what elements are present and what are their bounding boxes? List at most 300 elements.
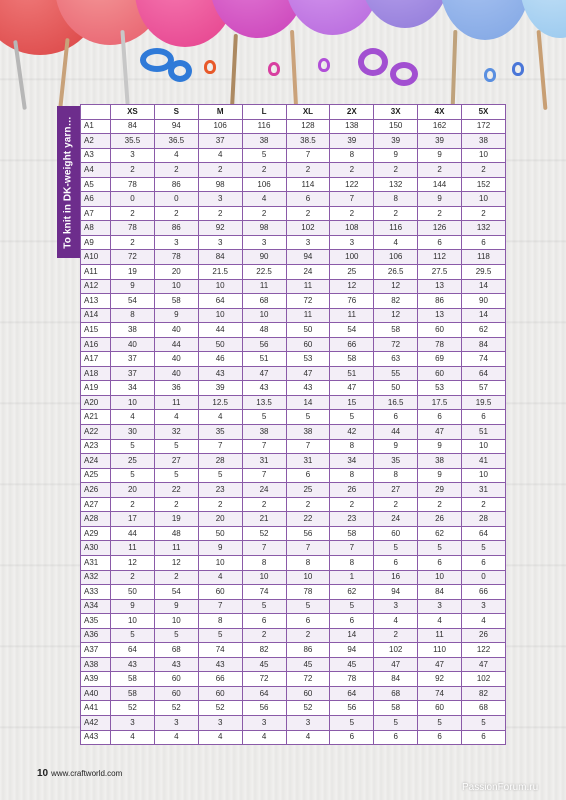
table-cell: 20 <box>111 483 155 498</box>
table-cell: 78 <box>154 250 198 265</box>
table-cell: 74 <box>462 352 506 367</box>
table-cell: 72 <box>242 672 286 687</box>
table-cell: 11 <box>286 279 330 294</box>
stitch-marker-icon <box>484 68 496 82</box>
table-cell: 10 <box>111 395 155 410</box>
table-cell: 38 <box>242 425 286 440</box>
table-cell: 78 <box>418 337 462 352</box>
table-cell: 12 <box>154 555 198 570</box>
table-cell: 48 <box>154 526 198 541</box>
table-cell: 5 <box>330 715 374 730</box>
table-cell: 82 <box>374 294 418 309</box>
table-cell: 122 <box>462 643 506 658</box>
table-cell: 86 <box>418 294 462 309</box>
table-cell: 38 <box>242 134 286 149</box>
table-cell: 128 <box>286 119 330 134</box>
table-cell: 31 <box>242 454 286 469</box>
table-cell: 92 <box>198 221 242 236</box>
table-cell: 36 <box>154 381 198 396</box>
table-cell: 4 <box>374 235 418 250</box>
table-cell: 3 <box>154 715 198 730</box>
row-label-cell: A14 <box>81 308 111 323</box>
table-cell: 4 <box>111 730 155 745</box>
table-cell: 52 <box>154 701 198 716</box>
table-cell: 162 <box>418 119 462 134</box>
table-cell: 10 <box>242 308 286 323</box>
table-cell: 45 <box>330 657 374 672</box>
table-cell: 9 <box>418 439 462 454</box>
table-cell: 8 <box>330 468 374 483</box>
table-cell: 17.5 <box>418 395 462 410</box>
header-cell-2x: 2X <box>330 105 374 120</box>
table-cell: 41 <box>462 454 506 469</box>
table-cell: 10 <box>462 192 506 207</box>
table-row <box>81 221 506 236</box>
table-row <box>81 541 506 556</box>
table-cell: 2 <box>242 163 286 178</box>
table-cell: 51 <box>242 352 286 367</box>
table-cell: 9 <box>418 148 462 163</box>
row-label-cell: A4 <box>81 163 111 178</box>
table-cell: 68 <box>242 294 286 309</box>
table-cell: 37 <box>111 366 155 381</box>
table-cell: 2 <box>330 206 374 221</box>
row-label-cell: A11 <box>81 265 111 280</box>
table-header-row <box>81 105 506 120</box>
needle-icon <box>537 30 548 110</box>
table-cell: 62 <box>462 323 506 338</box>
header-cell-l: L <box>242 105 286 120</box>
table-cell: 9 <box>374 148 418 163</box>
table-cell: 5 <box>462 715 506 730</box>
table-cell: 25 <box>111 454 155 469</box>
table-cell: 106 <box>242 177 286 192</box>
table-cell: 60 <box>286 686 330 701</box>
row-label-cell: A16 <box>81 337 111 352</box>
table-cell: 1 <box>330 570 374 585</box>
table-cell: 10 <box>198 555 242 570</box>
stitch-marker-icon <box>512 62 524 76</box>
table-cell: 60 <box>418 366 462 381</box>
row-label-cell: A8 <box>81 221 111 236</box>
table-cell: 56 <box>330 701 374 716</box>
stitch-marker-icon <box>268 62 280 76</box>
table-cell: 4 <box>242 730 286 745</box>
table-row <box>81 657 506 672</box>
table-cell: 84 <box>462 337 506 352</box>
table-cell: 14 <box>462 308 506 323</box>
table-row <box>81 715 506 730</box>
table-cell: 12 <box>374 308 418 323</box>
table-cell: 78 <box>111 177 155 192</box>
table-cell: 6 <box>286 468 330 483</box>
row-label-cell: A38 <box>81 657 111 672</box>
table-cell: 51 <box>330 366 374 381</box>
table-cell: 68 <box>462 701 506 716</box>
table-row <box>81 555 506 570</box>
header-cell-5x: 5X <box>462 105 506 120</box>
table-cell: 58 <box>330 526 374 541</box>
table-cell: 8 <box>330 148 374 163</box>
table-cell: 37 <box>111 352 155 367</box>
table-cell: 64 <box>111 643 155 658</box>
table-row <box>81 206 506 221</box>
row-label-cell: A26 <box>81 483 111 498</box>
table-cell: 58 <box>374 323 418 338</box>
table-cell: 6 <box>374 730 418 745</box>
table-cell: 35.5 <box>111 134 155 149</box>
table-cell: 44 <box>374 425 418 440</box>
table-cell: 84 <box>418 585 462 600</box>
table-cell: 28 <box>462 512 506 527</box>
table-row <box>81 643 506 658</box>
table-cell: 31 <box>462 483 506 498</box>
table-cell: 43 <box>198 657 242 672</box>
table-cell: 26.5 <box>374 265 418 280</box>
table-cell: 5 <box>111 468 155 483</box>
table-cell: 37 <box>198 134 242 149</box>
table-cell: 56 <box>286 526 330 541</box>
table-cell: 53 <box>286 352 330 367</box>
table-cell: 6 <box>462 410 506 425</box>
table-cell: 5 <box>111 439 155 454</box>
table-cell: 2 <box>242 497 286 512</box>
table-cell: 40 <box>111 337 155 352</box>
table-cell: 10 <box>198 308 242 323</box>
table-cell: 14 <box>462 279 506 294</box>
row-label-cell: A13 <box>81 294 111 309</box>
table-row <box>81 235 506 250</box>
table-cell: 46 <box>198 352 242 367</box>
table-cell: 94 <box>286 250 330 265</box>
table-row <box>81 410 506 425</box>
table-cell: 58 <box>154 294 198 309</box>
table-cell: 2 <box>374 206 418 221</box>
table-cell: 72 <box>286 672 330 687</box>
table-cell: 2 <box>286 206 330 221</box>
needle-icon <box>451 30 458 110</box>
table-row <box>81 512 506 527</box>
row-label-cell: A27 <box>81 497 111 512</box>
table-cell: 11 <box>242 279 286 294</box>
table-row <box>81 526 506 541</box>
table-cell: 0 <box>462 570 506 585</box>
table-cell: 82 <box>462 686 506 701</box>
table-cell: 2 <box>111 206 155 221</box>
table-cell: 78 <box>330 672 374 687</box>
table-cell: 3 <box>286 715 330 730</box>
table-cell: 74 <box>198 643 242 658</box>
table-cell: 26 <box>462 628 506 643</box>
yarn-ball-purple <box>360 0 450 28</box>
table-cell: 3 <box>418 599 462 614</box>
table-cell: 3 <box>111 148 155 163</box>
table-cell: 2 <box>374 628 418 643</box>
table-cell: 64 <box>198 294 242 309</box>
row-label-cell: A5 <box>81 177 111 192</box>
table-cell: 13.5 <box>242 395 286 410</box>
table-cell: 6 <box>374 555 418 570</box>
table-cell: 29 <box>418 483 462 498</box>
header-cell <box>81 105 111 120</box>
row-label-cell: A2 <box>81 134 111 149</box>
table-cell: 63 <box>374 352 418 367</box>
table-cell: 24 <box>286 265 330 280</box>
table-cell: 10 <box>418 570 462 585</box>
table-row <box>81 250 506 265</box>
table-cell: 7 <box>242 439 286 454</box>
table-cell: 6 <box>418 730 462 745</box>
table-cell: 50 <box>286 323 330 338</box>
table-cell: 6 <box>242 614 286 629</box>
table-cell: 54 <box>154 585 198 600</box>
table-row <box>81 454 506 469</box>
table-cell: 5 <box>154 468 198 483</box>
table-cell: 52 <box>242 526 286 541</box>
table-cell: 3 <box>154 235 198 250</box>
table-cell: 66 <box>330 337 374 352</box>
table-cell: 60 <box>286 337 330 352</box>
scissors-icon <box>168 60 192 82</box>
table-cell: 64 <box>462 366 506 381</box>
table-cell: 3 <box>286 235 330 250</box>
table-cell: 45 <box>286 657 330 672</box>
table-cell: 114 <box>286 177 330 192</box>
table-row <box>81 599 506 614</box>
table-cell: 22 <box>286 512 330 527</box>
row-label-cell: A15 <box>81 323 111 338</box>
table-cell: 6 <box>286 192 330 207</box>
table-cell: 11 <box>154 395 198 410</box>
table-cell: 44 <box>198 323 242 338</box>
table-cell: 26 <box>418 512 462 527</box>
table-row <box>81 148 506 163</box>
table-cell: 9 <box>418 468 462 483</box>
row-label-cell: A25 <box>81 468 111 483</box>
table-cell: 2 <box>242 628 286 643</box>
table-body <box>81 119 506 745</box>
table-cell: 25 <box>330 265 374 280</box>
table-cell: 8 <box>111 308 155 323</box>
table-cell: 27 <box>374 483 418 498</box>
table-cell: 2 <box>462 163 506 178</box>
table-cell: 36.5 <box>154 134 198 149</box>
table-row <box>81 279 506 294</box>
table-cell: 9 <box>154 599 198 614</box>
row-label-cell: A6 <box>81 192 111 207</box>
table-cell: 86 <box>154 221 198 236</box>
table-row <box>81 483 506 498</box>
table-cell: 106 <box>198 119 242 134</box>
table-cell: 4 <box>198 410 242 425</box>
table-cell: 40 <box>154 352 198 367</box>
table-cell: 7 <box>242 541 286 556</box>
table-cell: 32 <box>154 425 198 440</box>
table-cell: 16 <box>374 570 418 585</box>
needle-icon <box>290 30 298 106</box>
footer-url: www.craftworld.com <box>51 769 123 778</box>
table-cell: 2 <box>286 628 330 643</box>
table-cell: 5 <box>418 715 462 730</box>
table-cell: 3 <box>198 715 242 730</box>
table-cell: 7 <box>330 541 374 556</box>
table-cell: 60 <box>374 526 418 541</box>
table-cell: 102 <box>286 221 330 236</box>
table-cell: 10 <box>462 439 506 454</box>
table-cell: 43 <box>154 657 198 672</box>
side-tab-title: To knit in DK-weight yarn… <box>63 115 75 249</box>
table-cell: 7 <box>330 192 374 207</box>
table-cell: 40 <box>154 366 198 381</box>
row-label-cell: A42 <box>81 715 111 730</box>
table-cell: 51 <box>462 425 506 440</box>
table-cell: 5 <box>330 599 374 614</box>
table-cell: 43 <box>286 381 330 396</box>
table-row <box>81 163 506 178</box>
table-cell: 5 <box>198 628 242 643</box>
table-cell: 5 <box>198 468 242 483</box>
table-cell: 2 <box>418 206 462 221</box>
table-cell: 6 <box>330 614 374 629</box>
table-cell: 19 <box>154 512 198 527</box>
table-cell: 60 <box>154 672 198 687</box>
table-row <box>81 439 506 454</box>
table-cell: 53 <box>418 381 462 396</box>
table-cell: 3 <box>198 235 242 250</box>
table-cell: 90 <box>462 294 506 309</box>
table-row <box>81 134 506 149</box>
row-label-cell: A19 <box>81 381 111 396</box>
table-cell: 150 <box>374 119 418 134</box>
table-cell: 138 <box>330 119 374 134</box>
table-cell: 2 <box>111 235 155 250</box>
table-cell: 2 <box>418 497 462 512</box>
row-label-cell: A28 <box>81 512 111 527</box>
table-cell: 27.5 <box>418 265 462 280</box>
table-cell: 72 <box>286 294 330 309</box>
table-cell: 34 <box>330 454 374 469</box>
table-cell: 106 <box>374 250 418 265</box>
table-cell: 27 <box>154 454 198 469</box>
table-cell: 62 <box>418 526 462 541</box>
table-cell: 7 <box>198 599 242 614</box>
table-cell: 2 <box>374 497 418 512</box>
header-cell-xs: XS <box>111 105 155 120</box>
table-cell: 4 <box>154 730 198 745</box>
table-cell: 68 <box>374 686 418 701</box>
table-cell: 9 <box>374 439 418 454</box>
table-cell: 5 <box>462 541 506 556</box>
table-cell: 17 <box>111 512 155 527</box>
table-cell: 2 <box>154 497 198 512</box>
table-cell: 2 <box>462 497 506 512</box>
table-row <box>81 352 506 367</box>
row-label-cell: A33 <box>81 585 111 600</box>
table-cell: 6 <box>418 235 462 250</box>
table-cell: 60 <box>198 686 242 701</box>
table-cell: 84 <box>111 119 155 134</box>
table-cell: 2 <box>374 163 418 178</box>
table-cell: 54 <box>330 323 374 338</box>
table-cell: 4 <box>198 148 242 163</box>
table-cell: 2 <box>198 497 242 512</box>
table-cell: 47 <box>330 381 374 396</box>
table-cell: 35 <box>374 454 418 469</box>
table-cell: 12 <box>330 279 374 294</box>
header-cell-s: S <box>154 105 198 120</box>
table-cell: 74 <box>242 585 286 600</box>
table-cell: 66 <box>462 585 506 600</box>
table-cell: 4 <box>374 614 418 629</box>
row-label-cell: A37 <box>81 643 111 658</box>
table-cell: 47 <box>418 425 462 440</box>
table-cell: 48 <box>242 323 286 338</box>
table-cell: 38 <box>418 454 462 469</box>
table-cell: 132 <box>374 177 418 192</box>
table-cell: 3 <box>330 235 374 250</box>
yarn-ball-sky <box>520 0 566 38</box>
table-cell: 11 <box>330 308 374 323</box>
table-cell: 28 <box>198 454 242 469</box>
table-cell: 43 <box>111 657 155 672</box>
table-cell: 20 <box>154 265 198 280</box>
table-row <box>81 177 506 192</box>
table-cell: 6 <box>418 410 462 425</box>
table-cell: 9 <box>198 541 242 556</box>
row-label-cell: A34 <box>81 599 111 614</box>
table-cell: 24 <box>242 483 286 498</box>
table-cell: 4 <box>154 410 198 425</box>
table-cell: 60 <box>154 686 198 701</box>
table-cell: 100 <box>330 250 374 265</box>
table-cell: 4 <box>286 730 330 745</box>
table-cell: 4 <box>111 410 155 425</box>
table-cell: 92 <box>418 672 462 687</box>
table-cell: 22.5 <box>242 265 286 280</box>
table-row <box>81 119 506 134</box>
table-cell: 72 <box>374 337 418 352</box>
table-row <box>81 672 506 687</box>
table-cell: 12 <box>111 555 155 570</box>
needle-icon <box>230 34 238 106</box>
table-row <box>81 730 506 745</box>
table-cell: 86 <box>154 177 198 192</box>
table-cell: 11 <box>154 541 198 556</box>
table-cell: 25 <box>286 483 330 498</box>
row-label-cell: A32 <box>81 570 111 585</box>
table-cell: 2 <box>198 206 242 221</box>
yarn-ball-violet <box>285 0 380 35</box>
table-row <box>81 337 506 352</box>
size-table <box>80 104 506 745</box>
scissors-icon <box>390 62 418 86</box>
table-row <box>81 468 506 483</box>
size-table-container <box>80 104 506 745</box>
table-cell: 39 <box>418 134 462 149</box>
table-cell: 69 <box>418 352 462 367</box>
table-cell: 3 <box>374 599 418 614</box>
table-cell: 116 <box>374 221 418 236</box>
table-cell: 13 <box>418 308 462 323</box>
table-cell: 4 <box>198 570 242 585</box>
table-cell: 5 <box>242 599 286 614</box>
table-cell: 2 <box>330 163 374 178</box>
header-cell-xl: XL <box>286 105 330 120</box>
table-cell: 8 <box>286 555 330 570</box>
table-cell: 94 <box>330 643 374 658</box>
row-label-cell: A22 <box>81 425 111 440</box>
table-cell: 15 <box>330 395 374 410</box>
